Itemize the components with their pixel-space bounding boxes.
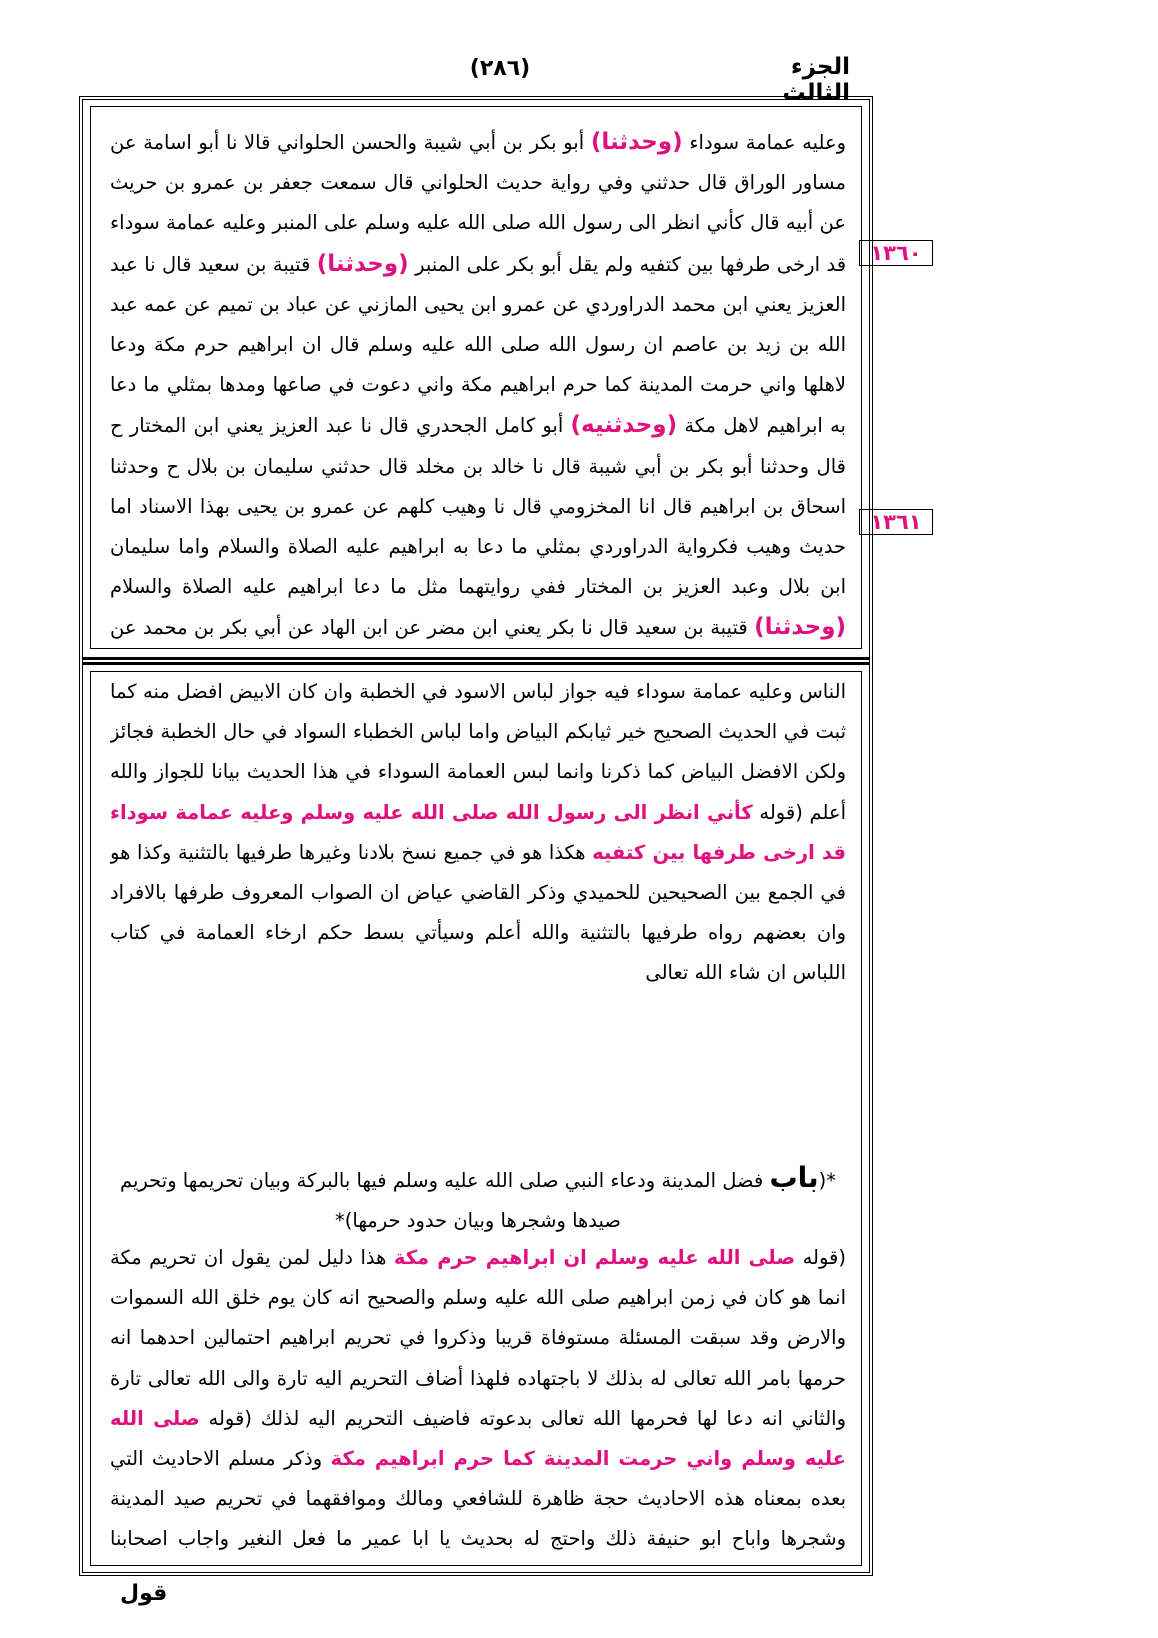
narration-marker: (وحدثنيه) [570, 412, 678, 439]
commentary-run: هذا دليل لمن يقول ان تحريم مكة انما هو كان في زمن ابراهيم صلى الله عليه وسلم والصحيح انه كان يوم خلق الله السموات والارض وقد سبقت المسئلة مستوفاة قريبا وذكروا في تحريم ابراهيم احتمالين احدهما انه حرمها بامر الله تعالى له بذلك لا باجتهاده فلهذا أضاف التحريم اليه تارة والى الله تعالى تارة والثاني انه دعا لها فحرمها الله تعالى بدعوته فاضيف التحريم اليه لذلك [110, 1246, 846, 1430]
chapter-title: فضل المدينة ودعاء النبي صلى الله عليه وسلم فيها بالبركة وبيان تحريمها وتحريم صيدها وشجرها وبيان حدود حرمها)* [120, 1169, 764, 1232]
hadith-text-run: قتيبة بن سعيد قال نا بكر يعني ابن مضر عن ابن الهاد عن أبي بكر بن محمد عن [110, 616, 748, 640]
chapter-word: باب [769, 1161, 819, 1194]
commentary-text-2 [110, 1238, 846, 1568]
hadith-text-run: وعليه عمامة سوداء [689, 131, 846, 154]
commentary-text [110, 672, 846, 1152]
page-number: (٢٨٦) [469, 56, 531, 81]
chapter-heading-prefix: *( [818, 1169, 836, 1192]
commentary-qawluhu: (قوله [802, 1246, 846, 1269]
chapter-heading [110, 1158, 846, 1238]
commentary-run: هكذا هو في جميع نسخ بلادنا وغيرها طرفيها بالتثنية وكذا هو في الجمع بين الصحيحين للحميدي وذكر القاضي عياض ان الصواب المعروف طرفها بالافراد وان بعضهم رواه طرفيها بالتثنية والله أعلم وسيأتي بسط حكم ارخاء العمامة في كتاب اللباس ان شاء الله تعالى [110, 840, 846, 985]
commentary-lemma: كأني انظر الى رسول الله صلى الله عليه وسلم وعليه عمامة سوداء قد ارخى طرفها بين كتفيه [110, 800, 846, 864]
hadith-text-run: قتيبة بن سعيد قال نا عبد العزيز يعني ابن محمد الدراوردي عن عمرو ابن يحيى المازني عن عباد بن تميم عن عمه عبد الله بن زيد بن عاصم ان رسول الله صلى الله عليه وسلم قال ان ابراهيم حرم مكة ودعا لاهلها واني حرمت المدينة كما حرم ابراهيم مكة واني دعوت في صاعها ومدها بمثلي ما دعا به ابراهيم لاهل مكة [110, 252, 846, 438]
commentary-run: وذكر مسلم الاحاديث التي بعده بمعناه هذه الاحاديث حجة ظاهرة للشافعي ومالك وموافقهما في تحريم صيد المدينة وشجرها واباح ابو حنيفة ذلك واحتج له بحديث يا ابا عمير ما فعل النغير واجاب اصحابنا [110, 1447, 846, 1551]
narration-marker: (وحدثنا) [316, 250, 409, 277]
narration-marker: (وحدثنا) [590, 129, 683, 155]
commentary-run: الناس وعليه عمامة سوداء فيه جواز لباس الاسود في الخطبة وان كان الابيض افضل منه كما ثبت في الحديث الصحيح خير ثيابكم البياض واما لباس الخطباء السواد في حال الخطبة فجائز ولكن الافضل البياض كما ذكرنا وانما لبس العمامة السوداء في هذا الحديث بيانا للجواز والله أعلم [110, 680, 846, 824]
commentary-lemma: صلى الله عليه وسلم ان ابراهيم حرم مكة [393, 1246, 796, 1269]
hadith-text-run: أبو كامل الجحدري قال نا عبد العزيز يعني ابن المختار ح قال وحدثنا أبو بكر بن أبي شيبة قال نا خالد بن مخلد قال حدثني سليمان بن بلال ح وحدثنا اسحاق بن ابراهيم قال انا المخزومي قال نا وهيب كلهم عن عمرو بن يحيى بهذا الاسناد اما حديث وهيب فكرواية الدراوردي بمثلي ما دعا به ابراهيم عليه الصلاة والسلام واما سليمان ابن بلال وعبد العزيز بن المختار ففي روايتهما مثل ما دعا ابراهيم عليه الصلاة والسلام [110, 414, 846, 599]
commentary-qawluhu: (قوله [759, 800, 803, 824]
commentary-qawluhu: (قوله [208, 1406, 252, 1430]
hadith-text-run: أبو بكر بن أبي شيبة والحسن الحلواني قالا نا أبو اسامة عن مساور الوراق قال حدثني وفي رواية حديث الحلواني قال سمعت جعفر بن عمرو بن حريث عن أبيه قال كأني انظر الى رسول الله صلى الله عليه وسلم على المنبر وعليه عمامة سوداء قد ارخى طرفها بين كتفيه ولم يقل أبو بكر على المنبر [110, 131, 846, 276]
hadith-number-1361: ١٣٦١ [859, 509, 933, 535]
hadith-number-1360: ١٣٦٠ [859, 240, 933, 266]
narration-marker: (وحدثنا) [754, 614, 846, 641]
running-header-title: الجزء الثالث [782, 54, 850, 106]
hadith-text [110, 122, 846, 642]
catchword: قول [120, 1581, 168, 1606]
section-divider [83, 657, 869, 665]
commentary-lemma: صلى الله عليه وسلم واني حرمت المدينة كما حرم ابراهيم مكة [110, 1406, 846, 1471]
